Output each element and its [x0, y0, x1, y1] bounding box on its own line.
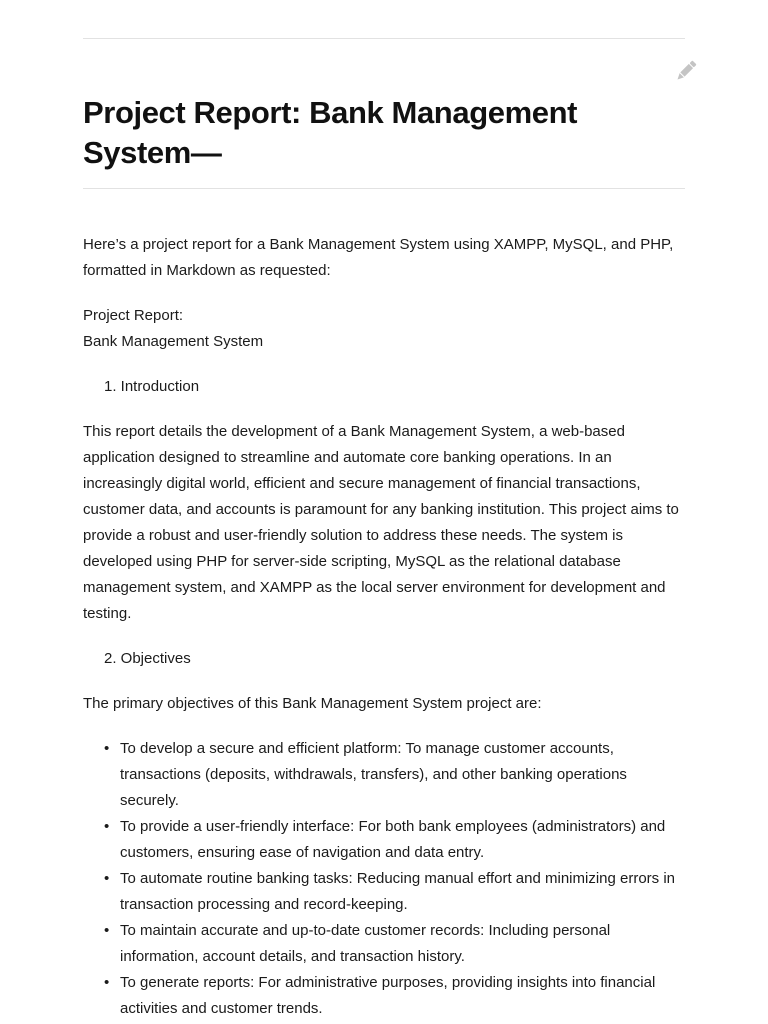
report-label: Project Report:: [83, 307, 184, 324]
list-item: • To generate reports: For administrative purposes, providing insights into financial activities and customer trends.: [120, 970, 685, 1022]
section-heading-objectives: 2. Objectives: [104, 650, 191, 667]
report-heading-block: [83, 303, 685, 355]
document-body: [83, 232, 685, 1022]
report-name: Bank Management System: [83, 333, 264, 350]
document-page: [83, 0, 685, 1022]
list-item: • To provide a user-friendly interface: For both bank employees (administrators) and customers, ensuring ease of navigation and data entry.: [120, 814, 685, 866]
objectives-list: [83, 736, 685, 1022]
objectives-lead: The primary objectives of this Bank Management System project are:: [83, 695, 542, 712]
introduction-paragraph: This report details the development of a Bank Management System, a web-based application designed to streamline and automate core banking operations. In an increasingly digital world, efficient and secure management of financial transactions, customer data, and accounts is paramount for any banking institution. This project aims to provide a robust and user-friendly solution to address these needs. The system is developed using PHP for server-side scripting, MySQL as the relational database management system, and XAMPP as the local server environment for development and testing.: [83, 423, 679, 622]
list-item: • To develop a secure and efficient platform: To manage customer accounts, transactions (deposits, withdrawals, transfers), and other banking operations securely.: [120, 736, 685, 814]
pencil-icon[interactable]: [673, 58, 699, 84]
top-divider: [83, 38, 685, 39]
list-item: • To automate routine banking tasks: Reducing manual effort and minimizing errors in transaction processing and record-keeping.: [120, 866, 685, 918]
list-item: • To maintain accurate and up-to-date customer records: Including personal information, account details, and transaction history.: [120, 918, 685, 970]
intro-paragraph: Here’s a project report for a Bank Management System using XAMPP, MySQL, and PHP, formatted in Markdown as requested:: [83, 236, 674, 279]
title-divider: [83, 188, 685, 189]
section-heading-introduction: 1. Introduction: [104, 378, 200, 395]
page-title: Project Report: Bank Management System—: [83, 95, 578, 170]
